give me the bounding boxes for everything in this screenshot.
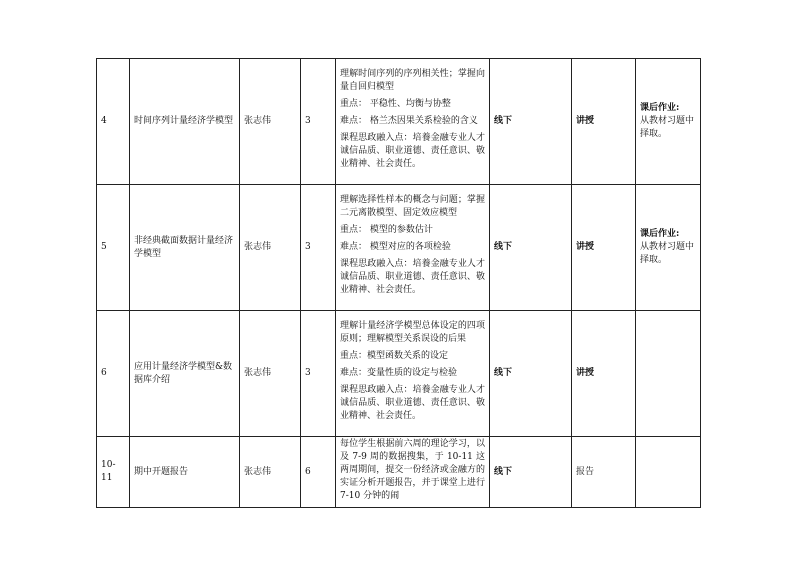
content-difficulty: 难点： 模型对应的各项检验: [340, 242, 451, 252]
hours-cell: 3: [301, 59, 336, 185]
content-cell: [336, 185, 490, 311]
content-cell: [336, 311, 490, 437]
topic-cell: 期中开题报告: [130, 437, 240, 508]
week-cell: 4: [97, 59, 130, 185]
homework-cell: [636, 185, 701, 311]
content-cell: [336, 59, 490, 185]
content-key-point: 重点：模型函数关系的设定: [340, 351, 449, 361]
content-ideology: 课程思政融入点：培養金融专业人才诚信品质、职业道德、责任意识、敬业精神、社会责任。: [340, 385, 485, 421]
homework-title: 课后作业:: [640, 229, 680, 239]
hours-cell: 6: [301, 437, 336, 508]
mode-cell: 线下: [490, 311, 572, 437]
hours-cell: 3: [301, 311, 336, 437]
content-difficulty: 难点： 格兰杰因果关系检验的含义: [340, 116, 478, 126]
topic-cell: 应用计量经济学模型&数据库介绍: [130, 311, 240, 437]
topic-cell: 非经典截面数据计量经济学模型: [130, 185, 240, 311]
hours-cell: 3: [301, 185, 336, 311]
content-key-point: 重点： 平稳性、均衡与协整: [340, 99, 451, 109]
teacher-cell: 张志伟: [240, 59, 301, 185]
course-schedule-table: [96, 58, 701, 508]
mode-cell: 线下: [490, 185, 572, 311]
table-row: [97, 311, 701, 437]
homework-body: 从教材习题中择取。: [640, 116, 695, 139]
teacher-cell: 张志伟: [240, 185, 301, 311]
method-cell: 讲授: [572, 311, 636, 437]
content-objective: 理解选择性样本的概念与问题；掌握二元离散模型、固定效应模型: [340, 195, 485, 218]
week-cell: 6: [97, 311, 130, 437]
content-ideology: 课程思政融入点：培養金融专业人才诚信品质、职业道德、责任意识、敬业精神、社会责任。: [340, 133, 485, 169]
teacher-cell: 张志伟: [240, 311, 301, 437]
method-cell: 讲授: [572, 59, 636, 185]
content-cell: [336, 437, 490, 508]
homework-title: 课后作业:: [640, 103, 680, 113]
method-cell: 讲授: [572, 185, 636, 311]
content-key-point: 重点： 模型的参数估计: [340, 225, 433, 235]
method-cell: 报告: [572, 437, 636, 508]
table-row: [97, 437, 701, 508]
homework-body: 从教材习题中择取。: [640, 242, 695, 265]
table-row: [97, 59, 701, 185]
topic-cell: 时间序列计量经济学模型: [130, 59, 240, 185]
teacher-cell: 张志伟: [240, 437, 301, 508]
homework-cell: [636, 311, 701, 437]
content-description: 每位学生根据前六周的理论学习，以及 7-9 周的数据搜集，于 10-11 这两周期间，提交一份经济或金融方的实证分析开题报告，并于课堂上进行 7-10 分钟的闹: [340, 439, 485, 501]
homework-cell: [636, 437, 701, 508]
mode-cell: 线下: [490, 59, 572, 185]
content-objective: 理解时间序列的序列相关性；掌握向量自回归模型: [340, 69, 485, 92]
mode-cell: 线下: [490, 437, 572, 508]
content-ideology: 课程思政融入点：培養金融专业人才诚信品质、职业道德、责任意识、敬业精神、社会责任。: [340, 259, 485, 295]
week-cell: 5: [97, 185, 130, 311]
homework-cell: [636, 59, 701, 185]
week-cell: 10-11: [97, 437, 130, 508]
content-difficulty: 难点：变量性质的设定与检验: [340, 368, 458, 378]
table-row: [97, 185, 701, 311]
content-objective: 理解计量经济学模型总体设定的四项原则；理解模型关系误设的后果: [340, 321, 485, 344]
